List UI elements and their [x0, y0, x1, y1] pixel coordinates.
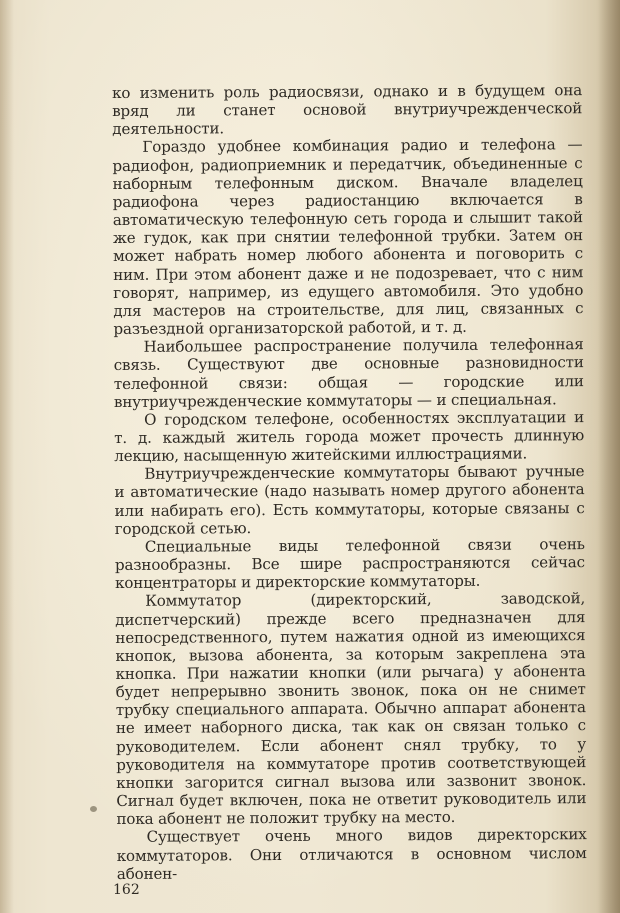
paragraph: Наибольшее распространение получила телефонная связь. Существуют две основные разновидности телефонной связи: общая — городские или внутриучрежденческие коммутаторы — и специальная.: [113, 335, 584, 411]
paragraph: Существует очень много видов директорских коммутаторов. Они отличаются в основном числом абонен-: [116, 825, 587, 883]
paragraph: ко изменить роль радиосвязи, однако и в будущем она вряд ли станет основой внутриучрежденческой деятельности.: [112, 81, 583, 139]
page-number: 162: [113, 882, 140, 898]
paragraph: Специальные виды телефонной связи очень разнообразны. Все шире распространяются сейчас концентраторы и директорские коммутаторы.: [114, 535, 585, 593]
paragraph: Гораздо удобнее комбинация радио и телефона — радиофон, радиоприемник и передатчик, объединенные с наборным телефонным диском. Вначале владелец радиофона через радиостанцию включается в автоматическую телефонную сеть города и слышит такой же гудок, как при снятии телефонной трубки. Затем он может набрать номер любого абонента и поговорить с ним. При этом абонент даже и не подозревает, что с ним говорят, например, из едущего автомобиля. Это удобно для мастеров на строительстве, для лиц, связанных с разъездной организаторской работой, и т. д.: [112, 135, 584, 339]
body-text: [112, 81, 587, 883]
paragraph: Внутриучрежденческие коммутаторы бывают ручные и автоматические (надо называть номер другого абонента или набирать его). Есть коммутаторы, которые связаны с городской сетью.: [114, 462, 585, 538]
ink-spot: [90, 806, 97, 812]
paragraph: О городском телефоне, особенностях эксплуатации и т. д. каждый житель города может прочесть длинную лекцию, насыщенную житейскими иллюстрациями.: [114, 407, 585, 466]
paragraph: Коммутатор (директорский, заводской, диспетчерский) прежде всего предназначен для непосредственного, путем нажатия одной из имеющихся кнопок, вызова абонента, за которым закреплена эта кнопка. При нажатии кнопки (или рычага) у абонента будет непрерывно звонить звонок, пока он не снимет трубку специального аппарата. Обычно аппарат абонента не имеет наборного диска, так как он связан только с руководителем. Если абонент снял трубку, то у руководителя на коммутаторе против соответствующей кнопки загорится сигнал вызова или зазвонит звонок. Сигнал будет включен, пока не ответит руководитель или пока абонент не положит трубку на место.: [115, 589, 587, 829]
